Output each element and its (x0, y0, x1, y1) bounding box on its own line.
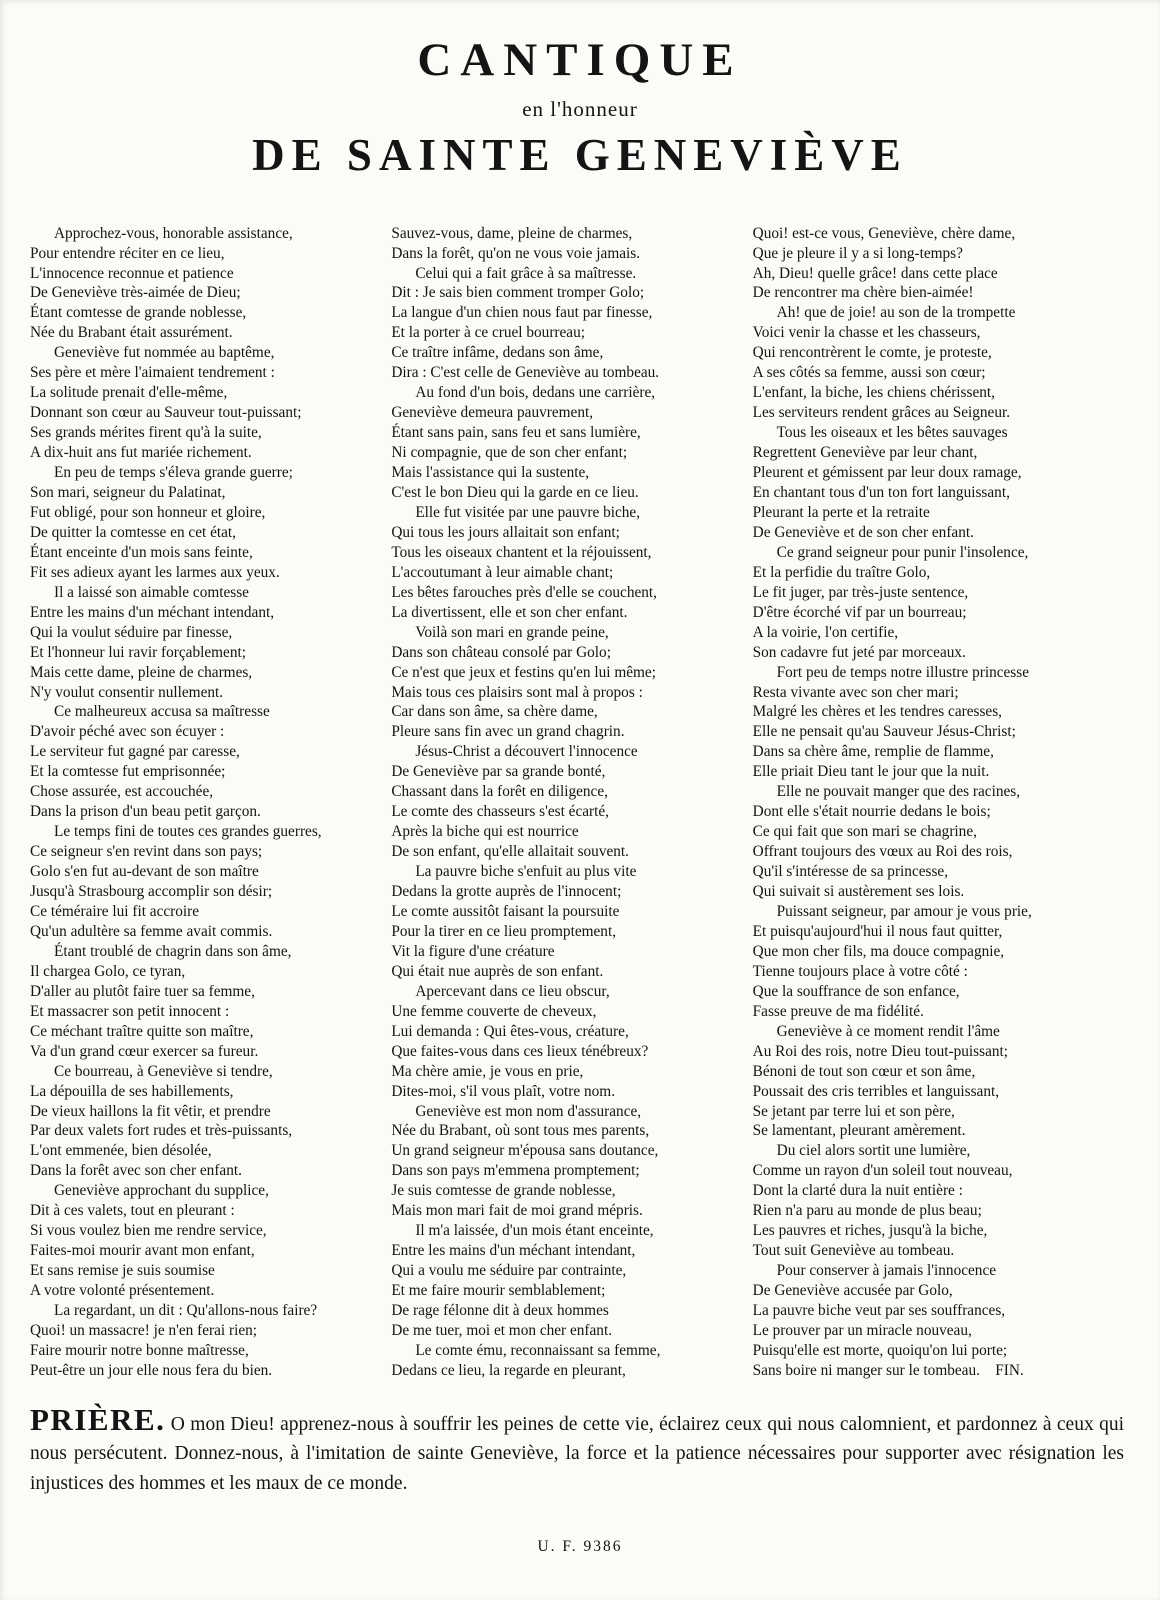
verse-line: Jésus-Christ a découvert l'innocence (415, 743, 638, 761)
verse-line: D'avoir péché avec son écuyer : (30, 723, 225, 741)
verse-line: Qu'un adultère sa femme avait commis. (30, 922, 273, 940)
verse-line: Son mari, seigneur du Palatinat, (30, 483, 226, 501)
verse-line: La dépouilla de ses habillements, (30, 1082, 234, 1100)
verse-line: Qui suivait si austèrement ses lois. (752, 883, 965, 901)
verse-line: Puissant seigneur, par amour je vous prie, (776, 903, 1032, 920)
verse-line: Du ciel alors sortit une lumière, (776, 1142, 971, 1160)
verse-line: Dit : Je sais bien comment tromper Golo; (391, 284, 645, 302)
verse-line: Ah! que de joie! au son de la trompette (776, 304, 1016, 322)
verse-line: Née du Brabant était assurément. (30, 324, 233, 342)
verse-line: Les serviteurs rendent grâces au Seigneur. (752, 404, 1011, 422)
verse-line: De Geneviève et de son cher enfant. (752, 523, 974, 541)
verse-line: Golo s'en fut au-devant de son maître (30, 863, 259, 881)
verse-line: Le temps fini de toutes ces grandes guerres, (54, 823, 322, 841)
verse-line: Dans la prison d'un beau petit garçon. (30, 803, 261, 821)
verse-line: De me tuer, moi et mon cher enfant. (391, 1322, 613, 1340)
verse-line: Pour conserver à jamais l'innocence (776, 1262, 997, 1280)
verse-line: Mais cette dame, pleine de charmes, (30, 663, 253, 681)
verse-line: Ce méchant traître quitte son maître, (30, 1022, 254, 1040)
verse-line: La pauvre biche s'enfuit au plus vite (415, 863, 637, 881)
verse-line: Les bêtes farouches près d'elle se couchent, (391, 583, 657, 601)
verse-line: Qui a voulu me séduire par contrainte, (391, 1262, 627, 1280)
verse-line: A votre volonté présentement. (30, 1282, 215, 1300)
verse-line: Va d'un grand cœur exercer sa fureur. (30, 1042, 259, 1060)
document-title-secondary: DE SAINTE GENEVIÈVE (252, 130, 908, 181)
verse-line: Mais tous ces plaisirs sont mal à propos : (391, 683, 643, 701)
verse-line: Par deux valets fort rudes et très-puissants, (30, 1122, 293, 1140)
verse-line: Le prouver par un miracle nouveau, (752, 1322, 972, 1340)
verse-line: Elle fut visitée par une pauvre biche, (415, 503, 641, 521)
verse-line: Geneviève demeura pauvrement, (391, 404, 594, 422)
verse-line: Ni compagnie, que de son cher enfant; (391, 444, 628, 462)
verse-line: Tous les oiseaux et les bêtes sauvages (776, 424, 1008, 442)
prayer-text: O mon Dieu! apprenez-nous à souffrir les peines de cette vie, éclairez ceux qui nous calomnient, et pardonnez à ceux qui nous persécutent. Donnez-nous, à l'imitation de sainte Geneviève, la force et la patience nécessaires pour supporter avec résignation les injustices des hommes et les maux de ce monde. (30, 1413, 1125, 1494)
verse-line: Regrettent Geneviève par leur chant, (752, 444, 978, 462)
verse-line: Dans son pays m'emmena promptement; (391, 1162, 640, 1180)
verse-line: N'y voulut consentir nullement. (30, 683, 224, 701)
verse-column-1 (30, 224, 373, 1381)
verse-line: Que mon cher fils, ma douce compagnie, (752, 942, 1005, 960)
verse-line: La regardant, un dit : Qu'allons-nous faire? (54, 1302, 318, 1320)
verse-line: La solitude prenait d'elle-même, (30, 384, 228, 402)
verse-line: Le fit juger, par très-juste sentence, (752, 583, 969, 601)
verse-line: Dira : C'est celle de Geneviève au tombeau. (391, 364, 660, 382)
verse-line: Au Roi des rois, notre Dieu tout-puissant; (752, 1042, 1009, 1060)
verse-line: Je suis comtesse de grande noblesse, (391, 1182, 616, 1200)
verse-line: De Geneviève accusée par Golo, (752, 1282, 953, 1300)
verse-line: Tous les oiseaux chantent et la réjouissent, (391, 543, 652, 561)
prayer-paragraph (0, 1401, 1160, 1499)
verse-line: Pour la tirer en ce lieu promptement, (391, 922, 617, 940)
verse-line: Et me faire mourir semblablement; (391, 1282, 606, 1300)
verse-line: La pauvre biche veut par ses souffrances, (752, 1302, 1006, 1320)
verse-line: Peut-être un jour elle nous fera du bien. (30, 1361, 273, 1379)
verse-line: Et la porter à ce cruel bourreau; (391, 324, 585, 342)
verse-line: Faire mourir notre bonne maîtresse, (30, 1341, 249, 1359)
verse-line: Elle ne pouvait manger que des racines, (776, 783, 1021, 801)
verse-line: De son enfant, qu'elle allaitait souvent. (391, 843, 629, 861)
verse-line: Se lamentant, pleurant amèrement. (752, 1122, 966, 1140)
verse-line: Faites-moi mourir avant mon enfant, (30, 1242, 255, 1260)
verse-line: Et l'honneur lui ravir forçablement; (30, 643, 246, 661)
verse-line: Ce qui fait que son mari se chagrine, (752, 823, 977, 841)
verse-line: Car dans son âme, sa chère dame, (391, 703, 598, 721)
verse-column-2 (391, 224, 734, 1381)
document-title: CANTIQUE (417, 34, 743, 86)
verse-line: Voilà son mari en grande peine, (415, 623, 609, 641)
verse-line: Offrant toujours des vœux au Roi des rois, (752, 843, 1013, 861)
verse-line: Que faites-vous dans ces lieux ténébreux? (391, 1042, 649, 1060)
verse-columns (0, 224, 1160, 1381)
verse-line: Chassant dans la forêt en diligence, (391, 783, 608, 801)
verse-line: Il a laissé son aimable comtesse (54, 583, 249, 601)
verse-line: Au fond d'un bois, dedans une carrière, (415, 384, 656, 402)
verse-line: Ce n'est que jeux et festins qu'en lui même; (391, 663, 656, 681)
verse-line: Son cadavre fut jeté par morceaux. (752, 643, 966, 661)
verse-line: Les pauvres et riches, jusqu'à la biche, (752, 1222, 988, 1240)
verse-line: Chose assurée, est accouchée, (30, 783, 214, 801)
verse-line: Et la comtesse fut emprisonnée; (30, 763, 226, 781)
verse-line: Qui était nue auprès de son enfant. (391, 962, 604, 980)
verse-line: Poussait des cris terribles et languissant, (752, 1082, 1000, 1100)
verse-line: Que je pleure il y a si long-temps? (752, 244, 963, 262)
verse-line: Entre les mains d'un méchant intendant, (30, 603, 275, 621)
verse-line: Geneviève fut nommée au baptême, (54, 344, 275, 362)
verse-line: Quoi! un massacre! je n'en ferai rien; (30, 1322, 258, 1340)
verse-line: Ses grands mérites firent qu'à la suite, (30, 424, 262, 442)
verse-line: Sauvez-vous, dame, pleine de charmes, (391, 224, 633, 242)
verse-line: Pleure sans fin avec un grand chagrin. (391, 723, 625, 741)
verse-line: Vit la figure d'une créature (391, 942, 555, 960)
verse-line: Dit à ces valets, tout en pleurant : (30, 1202, 235, 1220)
verse-line: Elle priait Dieu tant le jour que la nuit. (752, 763, 990, 781)
verse-line: Quoi! est-ce vous, Geneviève, chère dame, (752, 224, 1016, 242)
verse-line: L'innocence reconnue et patience (30, 264, 234, 282)
verse-line: Ce seigneur s'en revint dans son pays; (30, 843, 263, 861)
verse-line: Ma chère amie, je vous en prie, (391, 1062, 584, 1080)
verse-line: Geneviève est mon nom d'assurance, (415, 1102, 642, 1120)
verse-line: Née du Brabant, où sont tous mes parents, (391, 1122, 650, 1140)
verse-line: Rien n'a paru au monde de plus beau; (752, 1202, 982, 1220)
verse-line: Le comte ému, reconnaissant sa femme, (415, 1341, 661, 1359)
verse-line: Pleurant la perte et la retraite (752, 503, 930, 521)
verse-line: Étant comtesse de grande noblesse, (30, 304, 247, 322)
verse-line: Comme un rayon d'un soleil tout nouveau, (752, 1162, 1013, 1180)
verse-line: Ce grand seigneur pour punir l'insolence, (776, 543, 1029, 561)
verse-line: En chantant tous d'un ton fort languissant, (752, 483, 1010, 501)
verse-line: Bénoni de tout son cœur et son âme, (752, 1062, 976, 1080)
verse-line: Étant enceinte d'un mois sans feinte, (30, 543, 253, 561)
verse-line: Un grand seigneur m'épousa sans doutance, (391, 1142, 659, 1160)
prayer-label: PRIÈRE. (30, 1401, 166, 1437)
verse-line: Ce bourreau, à Geneviève si tendre, (54, 1062, 273, 1080)
verse-line: Après la biche qui est nourrice (391, 823, 579, 841)
verse-line: Dedans la grotte auprès de l'innocent; (391, 883, 622, 901)
verse-line: En peu de temps s'éleva grande guerre; (54, 464, 293, 482)
verse-line: Fit ses adieux ayant les larmes aux yeux. (30, 563, 280, 581)
verse-line: D'être écorché vif par un bourreau; (752, 603, 967, 621)
verse-line: Dedans ce lieu, la regarde en pleurant, (391, 1361, 626, 1379)
verse-line: Malgré les chères et les tendres caresses, (752, 703, 1002, 721)
verse-line: Qui la voulut séduire par finesse, (30, 623, 233, 641)
verse-line: Et sans remise je suis soumise (30, 1262, 215, 1280)
verse-line: De vieux haillons la fit vêtir, et prendre (30, 1102, 271, 1120)
verse-line: Le comte aussitôt faisant la poursuite (391, 903, 620, 920)
verse-line: Donnant son cœur au Sauveur tout-puissant; (30, 404, 302, 422)
verse-line: Qui rencontrèrent le comte, je proteste, (752, 344, 992, 362)
verse-line: Fasse preuve de ma fidélité. (752, 1002, 924, 1020)
verse-line: Geneviève approchant du supplice, (54, 1182, 269, 1200)
verse-line: Tout suit Geneviève au tombeau. (752, 1242, 955, 1260)
imprint-footer: U. F. 9386 (537, 1538, 623, 1556)
verse-line: Lui demanda : Qui êtes-vous, créature, (391, 1022, 629, 1040)
verse-line: Dont la clarté dura la nuit entière : (752, 1182, 963, 1200)
verse-line: Le serviteur fut gagné par caresse, (30, 743, 240, 761)
verse-line: Ce téméraire lui fit accroire (30, 903, 200, 920)
verse-line: Dans la forêt avec son cher enfant. (30, 1162, 242, 1180)
verse-line: Elle ne pensait qu'au Sauveur Jésus-Christ; (752, 723, 1016, 741)
verse-line: Approchez-vous, honorable assistance, (54, 224, 293, 242)
verse-line: Ce traître infâme, dedans son âme, (391, 344, 604, 362)
verse-line: De Geneviève par sa grande bonté, (391, 763, 606, 781)
verse-line: Et la perfidie du traître Golo, (752, 563, 931, 581)
verse-line: Tienne toujours place à votre côté : (752, 962, 968, 980)
verse-line: Ses père et mère l'aimaient tendrement : (30, 364, 275, 382)
verse-line: Et puisqu'aujourd'hui il nous faut quitter, (752, 922, 1003, 940)
verse-line: Une femme couverte de cheveux, (391, 1002, 597, 1020)
verse-line: Jusqu'à Strasbourg accomplir son désir; (30, 883, 273, 901)
verse-column-3 (753, 224, 1096, 1381)
verse-line: Qu'il s'intéresse de sa princesse, (752, 863, 949, 881)
verse-line: De quitter la comtesse en cet état, (30, 523, 236, 541)
verse-line: Voici venir la chasse et les chasseurs, (752, 324, 981, 342)
document-subtitle: en l'honneur (522, 97, 638, 122)
verse-line: Ah, Dieu! quelle grâce! dans cette place (752, 264, 998, 282)
verse-line: Il m'a laissée, d'un mois étant enceinte, (415, 1222, 654, 1240)
verse-line: A dix-huit ans fut mariée richement. (30, 444, 252, 462)
verse-line: Dans sa chère âme, remplie de flamme, (752, 743, 994, 761)
verse-line: De rage félonne dit à deux hommes (391, 1302, 609, 1320)
verse-line: Qui tous les jours allaitait son enfant; (391, 523, 620, 541)
verse-line: L'ont emmenée, bien désolée, (30, 1142, 212, 1160)
verse-line: Dans son château consolé par Golo; (391, 643, 611, 661)
verse-line: Fut obligé, pour son honneur et gloire, (30, 503, 266, 521)
verse-line: Il chargea Golo, ce tyran, (30, 962, 186, 980)
verse-line: L'accoutumant à leur aimable chant; (391, 563, 614, 581)
verse-line: Étant sans pain, sans feu et sans lumière, (391, 424, 641, 442)
verse-line: De Geneviève très-aimée de Dieu; (30, 284, 241, 302)
title-block (0, 0, 1160, 180)
verse-line: L'enfant, la biche, les chiens chérissent, (752, 384, 995, 402)
verse-line: Ce malheureux accusa sa maîtresse (54, 703, 270, 721)
verse-line: Celui qui a fait grâce à sa maîtresse. (415, 264, 637, 282)
verse-line: Mais mon mari fait de moi grand mépris. (391, 1202, 643, 1220)
verse-line: Resta vivante avec son cher mari; (752, 683, 959, 701)
verse-line: Se jetant par terre lui et son père, (752, 1102, 955, 1120)
verse-line: La langue d'un chien nous faut par finesse, (391, 304, 653, 322)
verse-line: Si vous voulez bien me rendre service, (30, 1222, 267, 1240)
verse-line: Que la souffrance de son enfance, (752, 982, 960, 1000)
verse-line: Dites-moi, s'il vous plaît, votre nom. (391, 1082, 616, 1100)
verse-line: Dans la forêt, qu'on ne vous voie jamais. (391, 244, 641, 262)
verse-line: C'est le bon Dieu qui la garde en ce lieu. (391, 483, 639, 501)
verse-line: Fort peu de temps notre illustre princesse (776, 663, 1029, 681)
verse-line: Geneviève à ce moment rendit l'âme (776, 1022, 1000, 1040)
verse-line: Le comte des chasseurs s'est écarté, (391, 803, 609, 821)
verse-line: Pour entendre réciter en ce lieu, (30, 244, 225, 262)
verse-line: Mais l'assistance qui la sustente, (391, 464, 590, 482)
verse-line: Apercevant dans ce lieu obscur, (415, 982, 610, 1000)
verse-line: Étant troublé de chagrin dans son âme, (54, 942, 292, 960)
verse-line: De rencontrer ma chère bien-aimée! (752, 284, 974, 302)
verse-line: Sans boire ni manger sur le tombeau. FIN. (752, 1361, 1024, 1379)
verse-line: A la voirie, l'on certifie, (752, 623, 899, 641)
verse-line: Et massacrer son petit innocent : (30, 1002, 230, 1020)
verse-line: Dont elle s'était nourrie dedans le bois; (752, 803, 991, 821)
verse-line: La divertissent, elle et son cher enfant. (391, 603, 628, 621)
verse-line: D'aller au plutôt faire tuer sa femme, (30, 982, 255, 1000)
verse-line: A ses côtés sa femme, aussi son cœur; (752, 364, 986, 382)
verse-line: Pleurent et gémissent par leur doux ramage, (752, 464, 1022, 482)
verse-line: Entre les mains d'un méchant intendant, (391, 1242, 636, 1260)
verse-line: Puisqu'elle est morte, quoiqu'on lui porte; (752, 1341, 1008, 1359)
